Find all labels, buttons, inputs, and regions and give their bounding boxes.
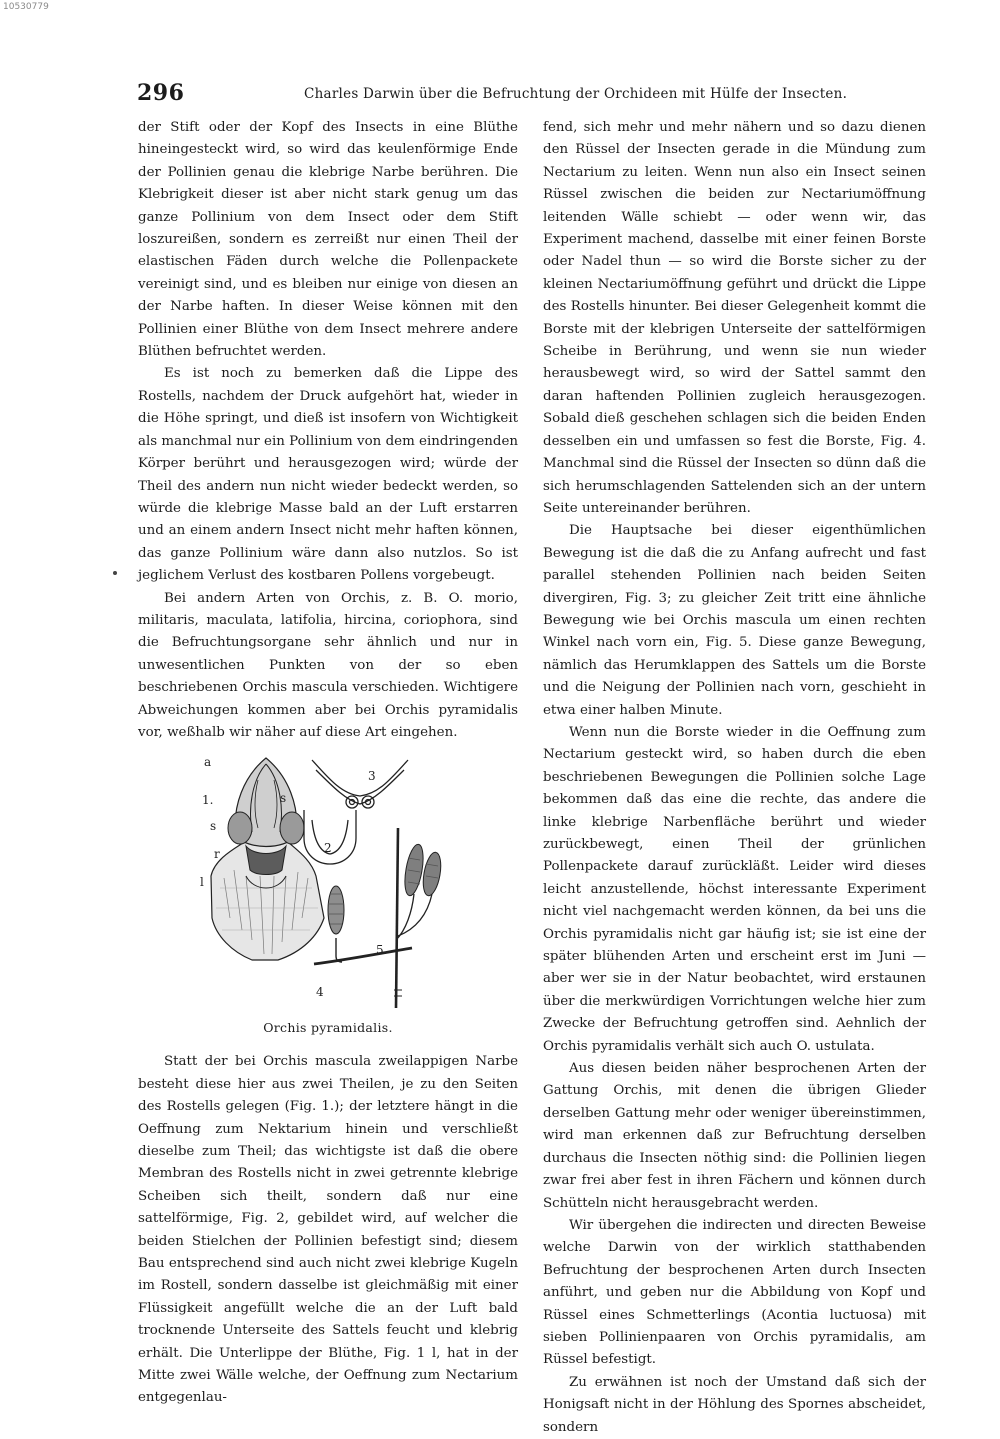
left-column [138,117,518,1410]
fig1-flower [211,758,324,960]
paragraph: Zu erwähnen ist noch der Umstand daß sich der Honigsaft nicht in der Höhlung des Spornes abscheidet, sondern [543,1374,926,1435]
paragraph: Es ist noch zu bemerken daß die Lippe des Rostells, nachdem der Druck aufgehört hat, wieder in die Höhe springt, und dieß ist insofern von Wichtigkeit als manchmal nur ein Pollinium von dem eindringenden Körper berührt und herausgezogen wird; würde der Theil des andern nun nicht wieder bedeckt werden, so würde die klebrige Masse bald an der Luft erstarren und an einem andern Insect nicht mehr haften können, das ganze Pollinium wäre dann also nutzlos. So ist jeglichem Verlust des kostbaren Pollens vorgebeugt. [138,366,518,584]
paragraph: Wir übergehen die indirecten und directen Beweise welche Darwin von der wirklich statthabenden Befruchtung der besprochenen Arten durch Insecten anführt, und geben nur die Abbildung von Kopf und Rüssel eines Schmetterlings (Acontia luctuosa) mit sieben Pollinienpaaren von Orchis pyramidalis, am Rüssel befestigt. [543,1217,926,1368]
running-head: Charles Darwin über die Befruchtung der Orchideen mit Hülfe der Insecten. [304,86,848,102]
fig-label-l: l [200,875,204,890]
fig-label-2: 2 [324,841,332,856]
fig-label-5: 5. [376,943,388,958]
botanical-illustration [200,755,446,1014]
right-column [543,117,926,1439]
paragraph: Statt der bei Orchis mascula zweilappigen Narbe besteht diese hier aus zwei Theilen, je zu den Seiten des Rostells gelegen (Fig. 1.); der letztere hängt in die Oeffnung zum Nektarium hinein und verschließt dieselbe zum Theil; das wichtigste ist daß die obere Membran des Rostells nicht in zwei getrennte klebrige Scheiben sich theilt, sondern daß nur eine sattelförmige, Fig. 2, gebildet wird, auf welcher die beiden Stielchen der Pollinien befestigt sind; diesem Bau entsprechend sind auch nicht zwei klebrige Kugeln im Rostell, sondern dasselbe ist gleichmäßig mit einer Flüssigkeit angefüllt welche die an der Luft bald trocknende Unterseite des Sattels feucht und klebrig erhält. Die Unterlippe der Blüthe, Fig. 1 l, hat in der Mitte zwei Wälle welche, der Oeffnung zum Nectarium entgegenlau- [138,1054,518,1406]
fig-label-1: 1. [202,793,214,808]
paragraph: Aus diesen beiden näher besprochenen Arten der Gattung Orchis, mit denen die übrigen Glieder derselben Gattung mehr oder weniger übereinstimmen, wird man erkennen daß zur Befruchtung derselben durchaus die Insecten nöthig sind: die Pollinien liegen zwar frei aber fest in ihren Fächern und können durch Schütteln nicht herausgebracht werden. [543,1061,926,1211]
page-number: 296 [137,80,185,106]
figure-orchis-pyramidalis [138,755,518,1014]
fig-label-r: r [214,847,220,862]
page-header [137,80,927,110]
fig-label-a: a [204,755,212,770]
paragraph: der Stift oder der Kopf des Insects in eine Blüthe hineingesteckt wird, so wird das keulenförmige Ende der Pollinien genau die klebrige Narbe berühren. Die Klebrigkeit dieser ist aber nicht stark genug um das ganze Pollinium von dem Insect oder dem Stift loszureißen, sondern es zerreißt nur einen Theil der elastischen Fäden durch welche die Pollenpackete vereinigt sind, und es bleiben nur einige von diesen an der Narbe haften. In dieser Weise können mit den Pollinien einer Blüthe von dem Insect mehrere andere Blüthen befruchtet werden. [138,120,518,360]
paragraph: Die Hauptsache bei dieser eigenthümlichen Bewegung ist die daß die zu Anfang aufrecht und fast parallel stehenden Pollinien nach beiden Seiten divergiren, Fig. 3; zu gleicher Zeit tritt eine ähnliche Bewegung wie bei Orchis mascula um einen rechten Winkel nach vorn ein, Fig. 5. Diese ganze Bewegung, nämlich das Herumklappen des Sattels um die Borste und die Neigung der Pollinien nach vorn, geschieht in etwa einer halben Minute. [543,523,926,718]
fig3-pollinia-divergence [312,760,408,808]
fig-label-s-right: s [280,791,287,806]
fig-label-4: 4 [316,985,324,1000]
fig-label-3: 3 [368,769,376,784]
fig2-saddle-disc [304,810,356,864]
paragraph: Wenn nun die Borste wieder in die Oeffnung zum Nectarium gesteckt wird, so haben durch die eben beschriebenen Bewegungen die Pollinien solche Lage bekommen daß das eine die rechte, das andere die linke klebrige Narbenfläche berührt und wieder zurückbewegt, einen Theil der grünlichen Pollenpackete darauf zurückläßt. Leider wird dieses leicht anzustellende, höchst interessante Experiment nicht viel nachgemacht werden können, da bei uns die Orchis pyramidalis nicht gar häufig ist; sie ist eine der später blühenden Arten und erscheint erst im Juni — aber wer sie in der Natur beobachtet, wird erstaunen über die merkwürdigen Vorrichtungen welche hier zum Zwecke der Befruchtung getroffen sind. Aehnlich der Orchis pyramidalis verhält sich auch O. ustulata. [543,724,926,1054]
margin-mark [113,571,117,575]
paragraph: fend, sich mehr und mehr nähern und so dazu dienen den Rüssel der Insecten gerade in die Mündung zum Nectarium zu leiten. Wenn nun also ein Insect seinen Rüssel zwischen die beiden zur Nectariumöffnung leitenden Wälle schiebt — oder wenn wir, das Experiment machend, dasselbe mit einer feinen Borste oder Nadel thun — so wird die Borste sicher zu der kleinen Nectariumöffnung geführt und drückt die Lippe des Rostells hinunter. Bei dieser Gelegenheit kommt die Borste mit der klebrigen Unterseite der sattelförmigen Scheibe in Berührung, und wenn sie nun wieder herausbewegt wird, so wird der Sattel sammt den daran haftenden Pollinien zugleich herausgezogen. Sobald dieß geschehen schlagen sich die beiden Enden desselben ein und umfassen so fest die Borste, Fig. 4. Manchmal sind die Rüssel der Insecten so dünn daß die sich herumschlagenden Sattelenden sich an der untern Seite untereinander berühren. [543,120,926,516]
paragraph: Bei andern Arten von Orchis, z. B. O. morio, militaris, maculata, latifolia, hircina, coriophora, sind die Befruchtungsorgane sehr ähnlich und nur in unwesentlichen Punkten von der so eben beschriebenen Orchis mascula verschieden. Wichtigere Abweichungen kommen aber bei Orchis pyramidalis vor, weßhalb wir näher auf diese Art eingehen. [138,590,518,740]
scan-id: 10530779 [3,2,49,12]
fig-label-s-left: s [210,819,217,834]
fig5-pollinia-bent-forward [394,828,444,1008]
figure-caption: Orchis pyramidalis. [263,1020,393,1036]
